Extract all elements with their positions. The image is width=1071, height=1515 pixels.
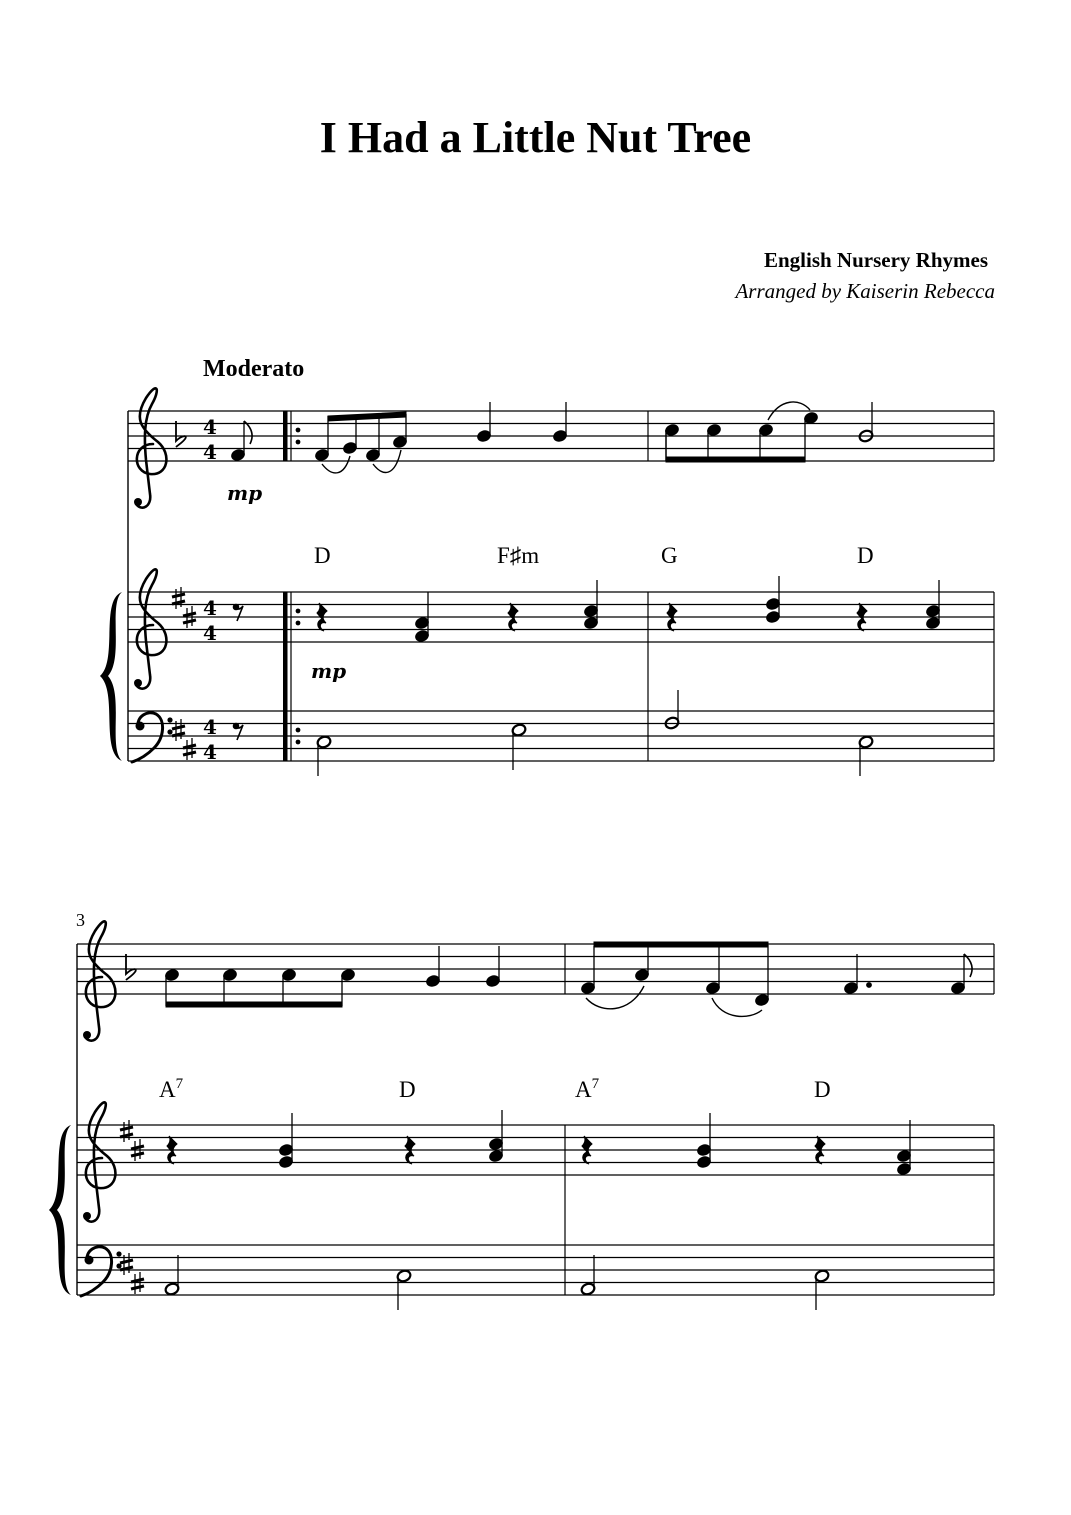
sharp-icon [172, 719, 185, 741]
system-2 [49, 910, 994, 1310]
piano-treble-staff-2 [77, 1125, 994, 1175]
melody-notes-2 [164, 942, 972, 1016]
arranger-credit: Arranged by Kaiserin Rebecca [735, 279, 995, 303]
chord-symbol: F♯m [497, 543, 540, 568]
svg-text:4: 4 [203, 621, 217, 645]
svg-text:4: 4 [203, 440, 217, 464]
brace [100, 592, 122, 761]
dynamic-mp: mp [311, 659, 347, 683]
sharp-icon [120, 1120, 133, 1142]
chord-symbol: G [661, 543, 678, 568]
piano-bass-staff-2 [77, 1245, 994, 1295]
piano-treble-notes-1 [233, 576, 941, 643]
flat-icon [176, 421, 186, 447]
dynamic-mp: mp [227, 481, 263, 505]
measure-number: 3 [76, 910, 85, 930]
chord-symbol: D [314, 543, 331, 568]
piano-bass-notes-1 [233, 690, 874, 776]
svg-text:4: 4 [203, 596, 217, 620]
chord-symbol: D [399, 1077, 416, 1102]
svg-text:4: 4 [203, 715, 217, 739]
tempo-marking: Moderato [203, 356, 305, 382]
bass-clef-icon [81, 1247, 122, 1296]
svg-text:4: 4 [203, 415, 217, 439]
composer-credit: English Nursery Rhymes [763, 248, 988, 272]
chord-symbol: D [857, 543, 874, 568]
piano-bass-staff-1 [128, 711, 994, 761]
time-signature [203, 415, 217, 764]
page-title: I Had a Little Nut Tree [319, 113, 752, 162]
brace [49, 1125, 71, 1295]
flat-icon [126, 954, 136, 980]
chord-symbol: $A^7$ [575, 1076, 600, 1102]
sharp-icon [120, 1253, 133, 1275]
piano-treble-notes-2 [167, 1110, 912, 1176]
system-1 [100, 388, 994, 776]
chord-symbol: D [814, 1077, 831, 1102]
sharp-icon [172, 587, 185, 609]
melody-notes-1 [230, 402, 874, 473]
bass-clef-icon [132, 713, 173, 762]
svg-text:4: 4 [203, 740, 217, 764]
chord-symbol: $A^7$ [159, 1076, 184, 1102]
piano-treble-staff-1 [128, 592, 994, 642]
